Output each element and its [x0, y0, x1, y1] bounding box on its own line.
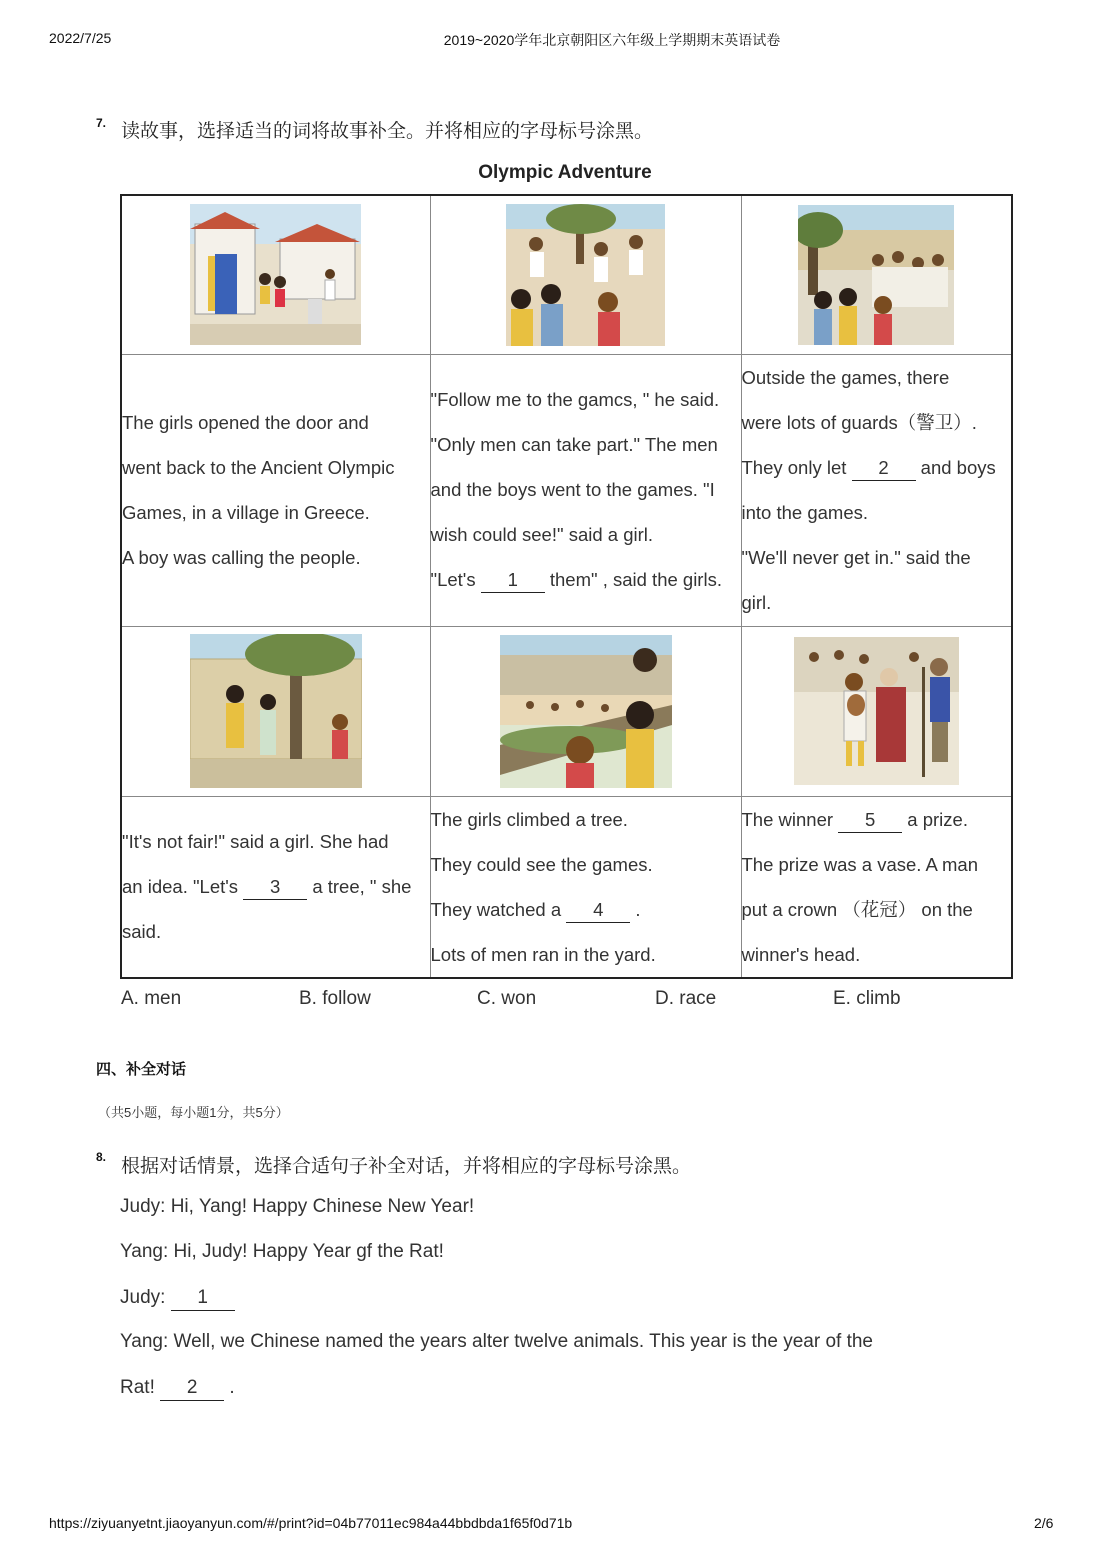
story-line: [122, 864, 430, 909]
answer-blank-2[interactable]: 2: [160, 1376, 224, 1401]
story-cell-text-3: [741, 354, 1012, 626]
page-number: 2/6: [1034, 1515, 1054, 1531]
story-cell-text-2: [430, 354, 741, 626]
story-cell-image-2: [430, 195, 741, 354]
dialogue-line: [120, 1286, 235, 1311]
story-cell-image-1: [121, 195, 430, 354]
question-instruction: 根据对话情景，选择合适句子补全对话，并将相应的字母标号涂黑。: [121, 1156, 692, 1177]
story-line: "We'll never get in." said the: [741, 547, 971, 568]
story-table: [120, 194, 1013, 979]
line-text: They watched a: [430, 898, 562, 920]
dialogue-line: Yang: Well, we Chinese named the years alter twelve animals. This year is the year of the: [120, 1331, 873, 1352]
dialogue-line: Judy: Hi, Yang! Happy Chinese New Year!: [120, 1196, 475, 1217]
story-line: winner's head.: [741, 943, 861, 965]
story-cell-text-6: [741, 796, 1012, 978]
line-text: a prize.: [907, 808, 968, 830]
dialogue-line: [120, 1376, 235, 1401]
section-subtitle: （共5小题，每小题1分，共5分）: [98, 1105, 289, 1120]
story-line: The girls opened the door and: [122, 412, 369, 433]
story-cell-image-5: [430, 626, 741, 796]
document-title: 2019~2020学年北京朝阳区六年级上学期期末英语试卷: [443, 32, 781, 48]
story-line: and the boys went to the games. "I: [430, 478, 715, 500]
line-text: Judy:: [120, 1287, 166, 1308]
story-line: The girls climbed a tree.: [430, 808, 628, 830]
line-text: "Let's: [430, 568, 476, 590]
answer-blank-1[interactable]: 1: [481, 568, 545, 593]
story-line: "Follow me to the gamcs, " he said.: [430, 388, 720, 410]
story-line: [431, 887, 741, 932]
line-text: an idea. "Let's: [122, 876, 239, 897]
story-line: into the games.: [741, 502, 868, 523]
story-line: put a crown （花冠） on the: [741, 898, 973, 920]
answer-blank-1[interactable]: 1: [171, 1286, 235, 1311]
illustration-winner-image: [794, 637, 959, 785]
story-title: Olympic Adventure: [478, 162, 652, 183]
story-cell-text-5: [430, 796, 741, 978]
story-line: went back to the Ancient Olympic: [122, 457, 395, 478]
story-cell-text-4: [121, 796, 430, 978]
line-text: The winner: [741, 808, 834, 830]
print-date: 2022/7/25: [49, 30, 112, 46]
story-cell-text-1: [121, 354, 430, 626]
story-line: [742, 797, 1012, 842]
question-number: 8.: [96, 1150, 107, 1164]
section-title: 四、补全对话: [96, 1061, 187, 1078]
story-line: "It's not fair!" said a girl. She had: [122, 831, 389, 852]
answer-blank-2[interactable]: 2: [852, 456, 916, 481]
answer-blank-5[interactable]: 5: [838, 808, 902, 833]
option-a[interactable]: A. men: [121, 988, 182, 1009]
story-line: The prize was a vase. A man: [741, 853, 979, 875]
story-line: were lots of guards（警卫）.: [741, 412, 977, 433]
line-text: Rat!: [120, 1377, 155, 1398]
story-cell-image-3: [741, 195, 1012, 354]
illustration-guards-image: [798, 205, 954, 345]
story-line: They could see the games.: [430, 853, 653, 875]
story-line: Games, in a village in Greece.: [122, 502, 370, 523]
answer-blank-3[interactable]: 3: [243, 875, 307, 900]
story-line: said.: [122, 921, 162, 942]
line-text: They only let: [741, 457, 847, 478]
story-line: wish could see!" said a girl.: [430, 523, 654, 545]
option-b[interactable]: B. follow: [299, 988, 371, 1009]
question-instruction: 读故事，选择适当的词将故事补全。并将相应的字母标号涂黑。: [121, 121, 654, 142]
story-line: girl.: [741, 592, 772, 613]
illustration-crowd-image: [506, 204, 665, 346]
story-line: [742, 445, 1012, 490]
story-cell-image-4: [121, 626, 430, 796]
story-cell-image-6: [741, 626, 1012, 796]
illustration-village-image: [190, 204, 361, 345]
line-text: .: [635, 898, 641, 920]
story-line: "Only men can take part." The men: [430, 433, 718, 455]
story-line: Lots of men ran in the yard.: [430, 943, 656, 965]
illustration-race-image: [500, 635, 672, 788]
story-line: Outside the games, there: [741, 367, 950, 388]
page-url: https://ziyuanyetnt.jiaoyanyun.com/#/print?id=04b77011ec984a44bbdbda1f65f0d71b: [49, 1515, 573, 1531]
story-line: [431, 557, 741, 602]
question-number: 7.: [96, 116, 107, 130]
line-text: and boys: [920, 457, 996, 478]
answer-blank-4[interactable]: 4: [566, 898, 630, 923]
option-c[interactable]: C. won: [477, 988, 537, 1009]
option-d[interactable]: D. race: [655, 988, 717, 1009]
line-text: them" , said the girls.: [549, 568, 722, 590]
line-text: .: [229, 1377, 235, 1398]
line-text: a tree, " she: [312, 876, 412, 897]
option-e[interactable]: E. climb: [833, 988, 901, 1009]
dialogue-line: Yang: Hi, Judy! Happy Year gf the Rat!: [120, 1241, 444, 1262]
illustration-wall-tree-image: [190, 634, 362, 788]
story-line: A boy was calling the people.: [122, 547, 361, 568]
